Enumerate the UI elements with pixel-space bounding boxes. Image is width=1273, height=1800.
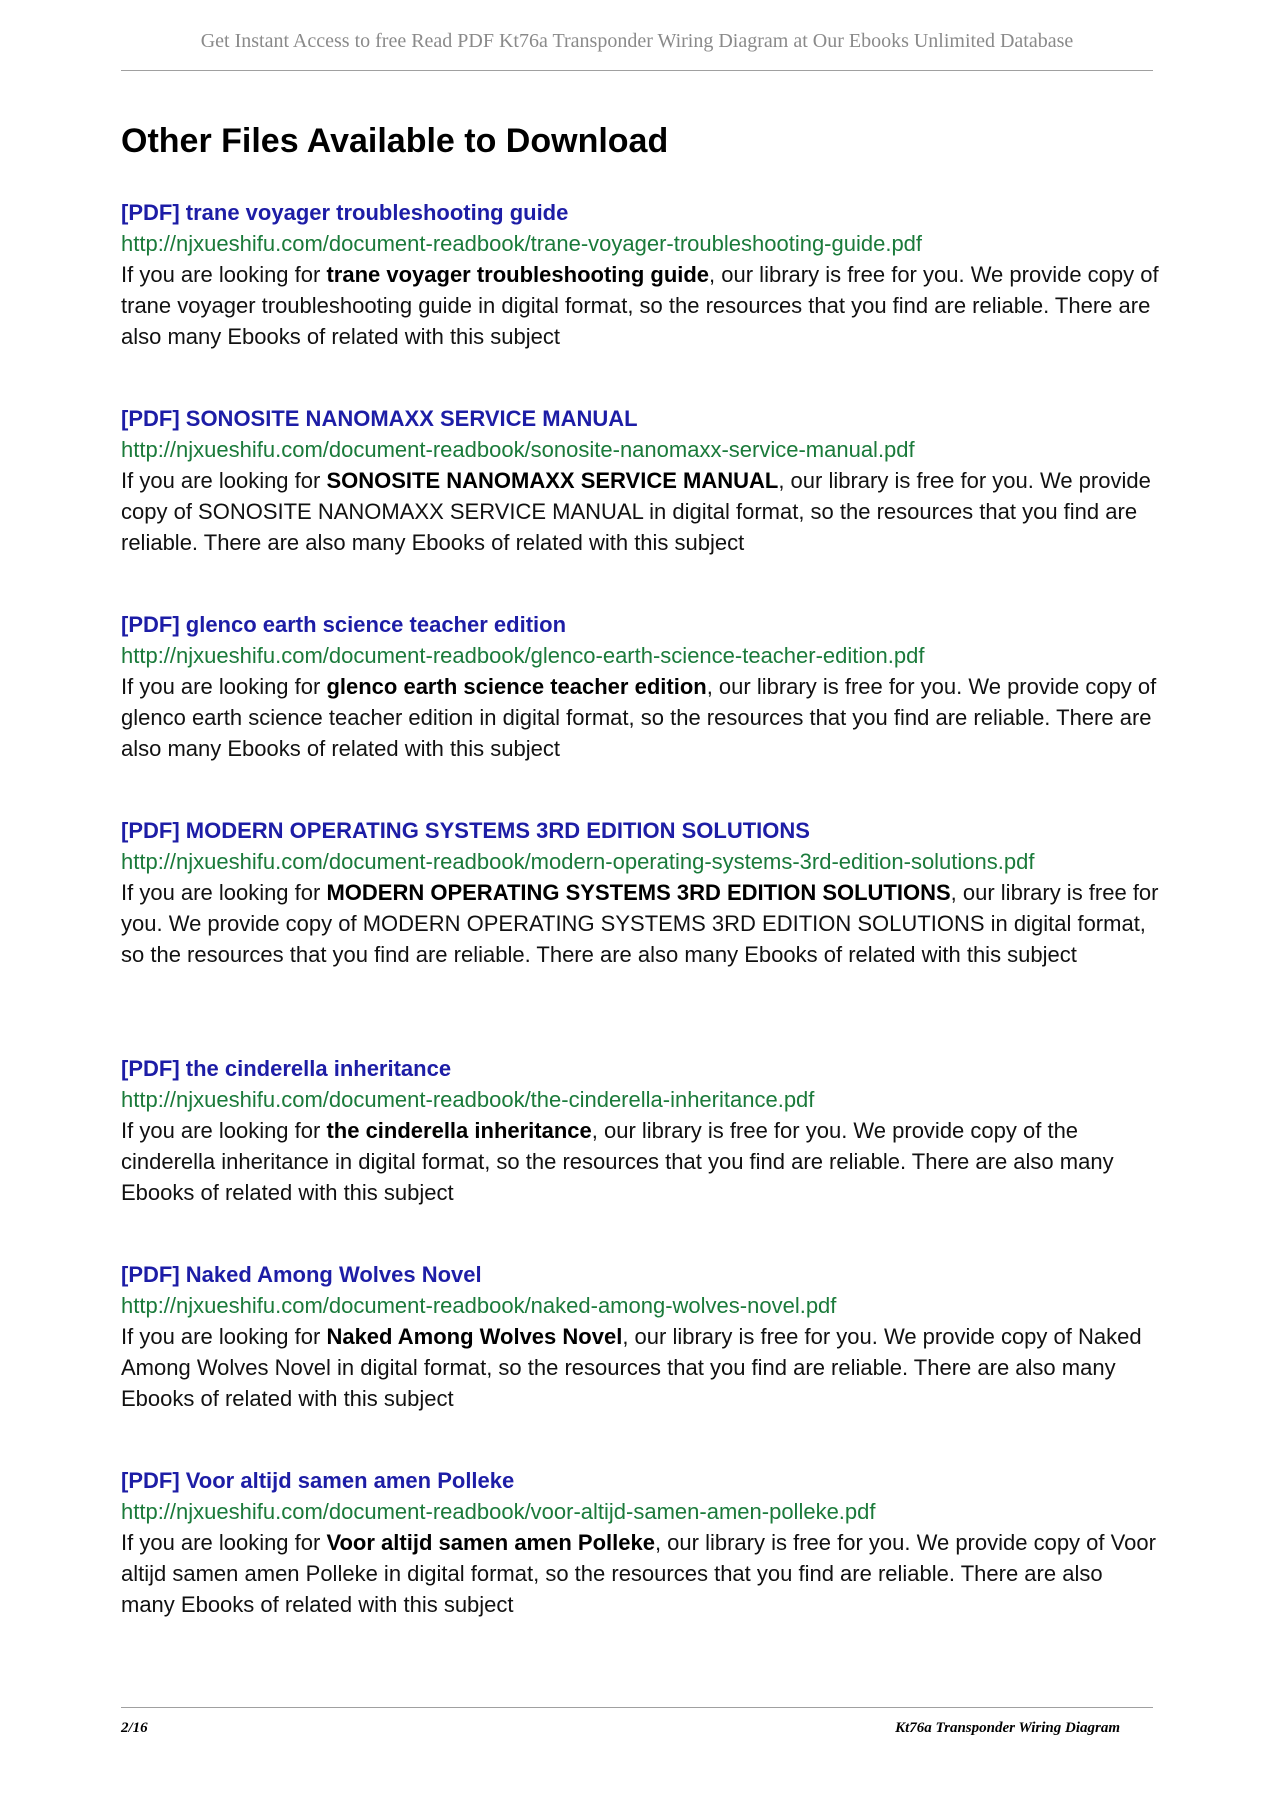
desc-mid: , our library is free for you. We provide copy of (709, 262, 1159, 287)
desc-tail: in digital format, so the resources that you find are reliable. There are also many Ebooks of related with this subject (121, 1561, 1103, 1617)
desc-mid: , our library is free for you. We provide copy of (706, 674, 1157, 699)
desc-name: SONOSITE NANOMAXX SERVICE MANUAL (198, 499, 644, 524)
list-item (121, 403, 1161, 558)
desc-bold-name: trane voyager troubleshooting guide (326, 262, 710, 287)
desc-bold-name: Voor altijd samen amen Polleke (326, 1530, 655, 1555)
entry-description (121, 465, 1161, 558)
page-title: Other Files Available to Download (121, 122, 669, 160)
list-item (121, 609, 1161, 764)
entry-url-link[interactable]: http://njxueshifu.com/document-readbook/sonosite-nanomaxx-service-manual.pdf (121, 437, 915, 462)
list-item (121, 1465, 1161, 1620)
entry-description (121, 1115, 1161, 1208)
desc-mid: , our library is free for you. We provide copy of (622, 1324, 1078, 1349)
entry-url-link[interactable]: http://njxueshifu.com/document-readbook/naked-among-wolves-novel.pdf (121, 1293, 837, 1318)
desc-bold-name: glenco earth science teacher edition (326, 674, 707, 699)
entry-url-link[interactable]: http://njxueshifu.com/document-readbook/modern-operating-systems-3rd-edition-solutions.pdf (121, 849, 1035, 874)
page-header: Get Instant Access to free Read PDF Kt76a Transponder Wiring Diagram at Our Ebooks Unlimited Database (200, 30, 1074, 52)
desc-bold-name: SONOSITE NANOMAXX SERVICE MANUAL (326, 468, 779, 493)
desc-mid: , our library is free for you. We provide copy of (121, 880, 1159, 936)
desc-lead: If you are looking for (121, 1530, 327, 1555)
entry-title-link[interactable]: [PDF] MODERN OPERATING SYSTEMS 3RD EDITION SOLUTIONS (121, 818, 810, 843)
entry-description (121, 1527, 1161, 1620)
list-item (121, 197, 1161, 352)
desc-name: MODERN OPERATING SYSTEMS 3RD EDITION SOLUTIONS (362, 911, 985, 936)
entry-title-link[interactable]: [PDF] SONOSITE NANOMAXX SERVICE MANUAL (121, 406, 638, 431)
desc-bold-name: Naked Among Wolves Novel (326, 1324, 623, 1349)
entry-url-link[interactable]: http://njxueshifu.com/document-readbook/glenco-earth-science-teacher-edition.pdf (121, 643, 925, 668)
desc-tail: in digital format, so the resources that you find are reliable. There are also many Ebooks of related with this subject (121, 705, 1152, 761)
desc-mid: , our library is free for you. We provide copy of (591, 1118, 1048, 1143)
desc-lead: If you are looking for (121, 468, 327, 493)
entry-title-link[interactable]: [PDF] Voor altijd samen amen Polleke (121, 1468, 515, 1493)
footer-doc-title: Kt76a Transponder Wiring Diagram (895, 1720, 1120, 1736)
list-item (121, 815, 1161, 970)
desc-name: the cinderella inheritance (121, 1118, 1079, 1174)
desc-name: Voor altijd samen amen Polleke (121, 1530, 1156, 1586)
desc-tail: in digital format, so the resources that you find are reliable. There are also many Ebooks of related with this subject (121, 499, 1138, 555)
desc-bold-name: MODERN OPERATING SYSTEMS 3RD EDITION SOLUTIONS (326, 880, 951, 905)
entry-title-link[interactable]: [PDF] glenco earth science teacher edition (121, 612, 567, 637)
entry-title-link[interactable]: [PDF] trane voyager troubleshooting guide (121, 200, 569, 225)
desc-tail: in digital format, so the resources that you find are reliable. There are also many Ebooks of related with this subject (121, 911, 1146, 967)
entry-url-link[interactable]: http://njxueshifu.com/document-readbook/voor-altijd-samen-amen-polleke.pdf (121, 1499, 876, 1524)
desc-lead: If you are looking for (121, 674, 327, 699)
header-divider (121, 70, 1153, 71)
desc-lead: If you are looking for (121, 880, 327, 905)
desc-mid: , our library is free for you. We provide copy of (654, 1530, 1111, 1555)
entry-title-link[interactable]: [PDF] Naked Among Wolves Novel (121, 1262, 482, 1287)
entry-title-link[interactable]: [PDF] the cinderella inheritance (121, 1056, 452, 1081)
footer-divider (121, 1707, 1153, 1708)
list-item (121, 1053, 1161, 1208)
desc-tail: in digital format, so the resources that you find are reliable. There are also many Ebooks of related with this subject (121, 293, 1151, 349)
desc-tail: in digital format, so the resources that you find are reliable. There are also many Ebooks of related with this subject (121, 1149, 1114, 1205)
entry-description (121, 877, 1161, 970)
desc-name: Naked Among Wolves Novel (121, 1324, 1142, 1380)
list-item (121, 1259, 1161, 1414)
entry-description (121, 1321, 1161, 1414)
desc-lead: If you are looking for (121, 1324, 327, 1349)
desc-lead: If you are looking for (121, 1118, 327, 1143)
entry-description (121, 671, 1161, 764)
desc-name: glenco earth science teacher edition (121, 705, 474, 730)
desc-lead: If you are looking for (121, 262, 327, 287)
desc-mid: , our library is free for you. We provide copy of (121, 468, 1151, 524)
page-number: 2/16 (121, 1720, 148, 1736)
desc-bold-name: the cinderella inheritance (326, 1118, 592, 1143)
entry-description (121, 259, 1161, 352)
desc-tail: in digital format, so the resources that you find are reliable. There are also many Ebooks of related with this subject (121, 1355, 1116, 1411)
desc-name: trane voyager troubleshooting guide (121, 293, 473, 318)
entry-url-link[interactable]: http://njxueshifu.com/document-readbook/trane-voyager-troubleshooting-guide.pdf (121, 231, 923, 256)
entry-url-link[interactable]: http://njxueshifu.com/document-readbook/the-cinderella-inheritance.pdf (121, 1087, 815, 1112)
